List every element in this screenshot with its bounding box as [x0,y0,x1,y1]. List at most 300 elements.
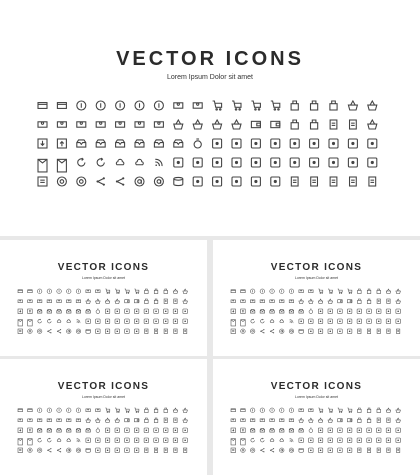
cart-icon [251,101,260,110]
receipt-icon [387,418,390,423]
card-icon [231,409,236,412]
coin-icon [289,408,294,413]
card-icon [28,290,33,293]
bag-icon [377,408,381,413]
thumbnail-slide[interactable] [0,359,207,475]
bag-icon [164,289,168,294]
at-icon [280,329,285,334]
social-icon [144,319,149,324]
cash-icon [260,300,265,303]
receipt-icon [164,299,167,304]
pin-icon [28,448,33,453]
social-icon [318,428,323,433]
cash-icon [37,300,42,303]
at-icon [76,448,81,453]
thumbnail-slide[interactable] [213,359,420,475]
coin-icon [37,289,42,294]
list-icon [231,448,236,453]
basket-icon [96,299,101,304]
basket-icon [183,299,188,304]
social-icon [183,319,188,324]
inbox-icon [260,309,265,313]
inbox-icon [135,140,144,147]
slide-subtitle: Lorem Ipsum Dolor sit amet [82,395,125,399]
pin-icon [37,329,42,334]
basket-icon [115,299,120,304]
cart-icon [347,408,352,413]
cart-icon [318,408,323,413]
bag-icon [154,299,158,304]
share-icon [47,448,51,452]
cash-icon [77,122,86,127]
cash-icon [76,300,81,303]
social-icon [213,139,222,148]
social-icon [115,428,120,433]
social-icon [134,428,139,433]
coin-icon [250,289,255,294]
cart-icon [338,408,343,413]
social-icon [377,438,382,443]
social-icon [357,428,362,433]
basket-icon [396,299,401,304]
share-icon [96,177,104,185]
pin-icon [28,329,33,334]
social-icon [377,319,382,324]
receipt-icon [330,120,337,129]
mail-icon [241,439,246,445]
cash-icon [270,419,275,422]
document-icon [367,448,370,453]
upload-icon [241,428,246,433]
inbox-icon [280,309,285,313]
social-icon [144,428,149,433]
mail-icon [231,439,236,445]
inbox-icon [299,309,304,313]
document-icon [396,448,399,453]
coin-icon [47,289,52,294]
social-icon [134,448,139,453]
bag-icon [367,408,371,413]
social-icon [125,309,130,314]
bag-icon [154,289,158,294]
document-icon [174,448,177,453]
download-icon [231,309,236,314]
coin-icon [76,289,81,294]
social-icon [328,438,333,443]
social-icon [396,309,401,314]
inbox-icon [76,309,81,313]
social-icon [173,428,178,433]
inbox-icon [76,428,81,432]
wallet-icon [251,121,260,127]
cash-icon [289,300,294,303]
bag-icon [145,299,149,304]
social-icon [318,448,323,453]
inbox-icon [77,140,86,147]
basket-icon [105,418,110,423]
slide-subtitle: Lorem Ipsum Dolor sit amet [295,276,338,280]
social-icon [338,448,343,453]
wallet-icon [347,300,352,303]
list-icon [38,177,47,186]
basket-icon [193,120,202,129]
bag-icon [164,408,168,413]
mail-icon [28,320,33,326]
document-icon [145,329,148,334]
social-icon [347,309,352,314]
slide-title: VECTOR ICONS [270,262,363,273]
receipt-icon [377,418,380,423]
document-icon [350,177,357,186]
basket-icon [368,101,377,110]
cart-icon [125,289,130,294]
wallet-icon [338,300,343,303]
social-icon [154,428,159,433]
icon-grid [18,289,193,337]
card-icon [231,290,236,293]
basket-icon [105,299,110,304]
document-icon [387,329,390,334]
basket-icon [183,408,188,413]
social-icon [386,319,391,324]
basket-icon [328,299,333,304]
social-icon [290,139,299,148]
wallet-icon [347,419,352,422]
stack-icon [299,448,304,452]
social-icon [115,448,120,453]
document-icon [377,448,380,453]
social-icon [367,428,372,433]
coin-icon [116,101,125,110]
social-icon [105,428,110,433]
bag-icon [154,408,158,413]
cash-icon [28,300,33,303]
social-icon [125,448,130,453]
inbox-icon [67,309,72,313]
basket-icon [386,408,391,413]
cash-icon [250,419,255,422]
bag-icon [377,289,381,294]
list-icon [18,448,23,453]
rss-icon [290,439,293,442]
document-icon [367,329,370,334]
cart-icon [338,289,343,294]
social-icon [105,309,110,314]
coin-icon [76,408,81,413]
receipt-icon [350,120,357,129]
cloud-icon [67,439,71,442]
rss-icon [290,320,293,323]
at-icon [67,329,72,334]
social-icon [125,319,130,324]
money-bag-icon [96,428,100,433]
social-icon [96,329,101,334]
social-icon [115,309,120,314]
cash-icon [57,122,66,127]
mail-icon [57,159,66,172]
pin-icon [57,177,66,186]
social-icon [377,309,382,314]
social-icon [183,438,188,443]
inbox-icon [86,309,91,313]
cart-icon [115,289,120,294]
social-icon [134,309,139,314]
social-icon [368,139,377,148]
download-icon [38,139,47,148]
inbox-icon [37,309,42,313]
money-bag-icon [309,428,313,433]
bag-icon [367,418,371,423]
bag-icon [291,101,298,110]
social-icon [125,438,130,443]
card-icon [18,409,23,412]
share-icon [260,329,264,333]
pin-icon [241,329,246,334]
cash-icon [270,300,275,303]
social-icon [347,319,352,324]
inbox-icon [270,428,275,432]
basket-icon [213,120,222,129]
stack-icon [299,329,304,333]
download-icon [231,428,236,433]
card-icon [18,290,23,293]
refresh-icon [261,438,265,442]
social-icon [310,158,319,167]
social-icon [328,319,333,324]
social-icon [105,438,110,443]
inbox-icon [154,140,163,147]
thumbnail-slide[interactable] [213,240,420,356]
inbox-icon [86,428,91,432]
inbox-icon [280,428,285,432]
mail-icon [241,320,246,326]
cloud-icon [67,320,71,323]
bag-icon [145,418,149,423]
card-icon [38,103,47,109]
basket-icon [318,418,323,423]
card-icon [241,409,246,412]
upload-icon [28,309,33,314]
social-icon [396,438,401,443]
bag-icon [358,408,362,413]
social-icon [96,319,101,324]
receipt-icon [164,418,167,423]
social-icon [193,177,202,186]
coin-icon [135,101,144,110]
basket-icon [299,418,304,423]
refresh-icon [38,319,42,323]
cash-icon [18,419,23,422]
cash-icon [241,419,246,422]
mail-icon [28,439,33,445]
social-icon [232,139,241,148]
social-icon [367,309,372,314]
social-icon [338,428,343,433]
social-icon [134,329,139,334]
bag-icon [145,408,149,413]
bag-icon [311,101,318,110]
pin-icon [37,448,42,453]
basket-icon [299,299,304,304]
thumbnail-slide[interactable] [0,240,207,356]
cash-icon [37,419,42,422]
cloud-icon [270,320,274,323]
basket-icon [173,289,178,294]
social-icon [164,428,169,433]
list-icon [18,329,23,334]
cash-icon [309,409,314,412]
wallet-icon [271,121,280,127]
document-icon [154,329,157,334]
download-icon [18,428,23,433]
social-icon [290,158,299,167]
inbox-icon [47,309,52,313]
slide-title: VECTOR ICONS [57,262,150,273]
basket-icon [173,408,178,413]
social-icon [310,139,319,148]
social-icon [193,158,202,167]
cash-icon [309,290,314,293]
mail-icon [18,439,23,445]
document-icon [387,448,390,453]
bag-icon [367,299,371,304]
bag-icon [367,289,371,294]
social-icon [338,438,343,443]
social-icon [338,329,343,334]
social-icon [347,329,352,334]
cash-icon [250,300,255,303]
at-icon [67,448,72,453]
wallet-icon [134,419,139,422]
cash-icon [289,419,294,422]
basket-icon [183,418,188,423]
icon-grid [231,408,406,456]
bag-icon [145,289,149,294]
social-icon [251,158,260,167]
card-icon [241,290,246,293]
social-icon [154,438,159,443]
cash-icon [96,409,101,412]
inbox-icon [67,428,72,432]
social-icon [173,309,178,314]
list-icon [231,329,236,334]
basket-icon [183,289,188,294]
refresh-icon [78,158,85,166]
coin-icon [280,289,285,294]
social-icon [299,319,304,324]
cash-icon [154,122,163,127]
icon-grid [38,101,388,191]
cash-icon [241,300,246,303]
social-icon [367,438,372,443]
coin-icon [260,408,265,413]
cash-icon [231,419,236,422]
inbox-icon [57,309,62,313]
mail-icon [231,320,236,326]
document-icon [358,329,361,334]
inbox-icon [270,309,275,313]
icon-grid [18,408,193,456]
rss-icon [77,320,80,323]
social-icon [377,428,382,433]
social-icon [251,139,260,148]
bag-icon [291,120,298,129]
social-icon [386,428,391,433]
slide-title: VECTOR ICONS [116,48,304,70]
cart-icon [125,408,130,413]
receipt-icon [377,299,380,304]
coin-icon [250,408,255,413]
bag-icon [358,418,362,423]
refresh-icon [261,319,265,323]
social-icon [318,438,323,443]
mail-icon [38,159,47,172]
coin-icon [96,101,105,110]
stack-icon [86,448,91,452]
pin-icon [250,329,255,334]
document-icon [311,177,318,186]
receipt-icon [387,299,390,304]
social-icon [328,428,333,433]
social-icon [309,329,314,334]
social-icon [144,438,149,443]
inbox-icon [116,140,125,147]
coin-icon [289,289,294,294]
cloud-icon [280,320,284,323]
main-slide [0,0,420,236]
social-icon [173,438,178,443]
cash-icon [116,122,125,127]
cart-icon [347,289,352,294]
social-icon [328,448,333,453]
cash-icon [86,409,91,412]
social-icon [125,428,130,433]
bag-icon [358,289,362,294]
cash-icon [96,122,105,127]
social-icon [309,319,314,324]
cart-icon [105,408,110,413]
refresh-icon [97,158,104,166]
social-icon [115,438,120,443]
upload-icon [241,309,246,314]
refresh-icon [48,438,52,442]
basket-icon [396,418,401,423]
cash-icon [193,103,202,108]
inbox-icon [260,428,265,432]
basket-icon [115,418,120,423]
cash-icon [18,300,23,303]
social-icon [164,309,169,314]
social-icon [347,438,352,443]
social-icon [96,438,101,443]
download-icon [18,309,23,314]
at-icon [289,329,294,334]
social-icon [318,309,323,314]
stack-icon [86,329,91,333]
coin-icon [37,408,42,413]
social-icon [396,428,401,433]
receipt-icon [174,299,177,304]
social-icon [115,329,120,334]
social-icon [309,448,314,453]
mail-icon [18,320,23,326]
social-icon [213,177,222,186]
document-icon [164,448,167,453]
inbox-icon [250,309,255,313]
at-icon [280,448,285,453]
social-icon [367,319,372,324]
coin-icon [280,408,285,413]
